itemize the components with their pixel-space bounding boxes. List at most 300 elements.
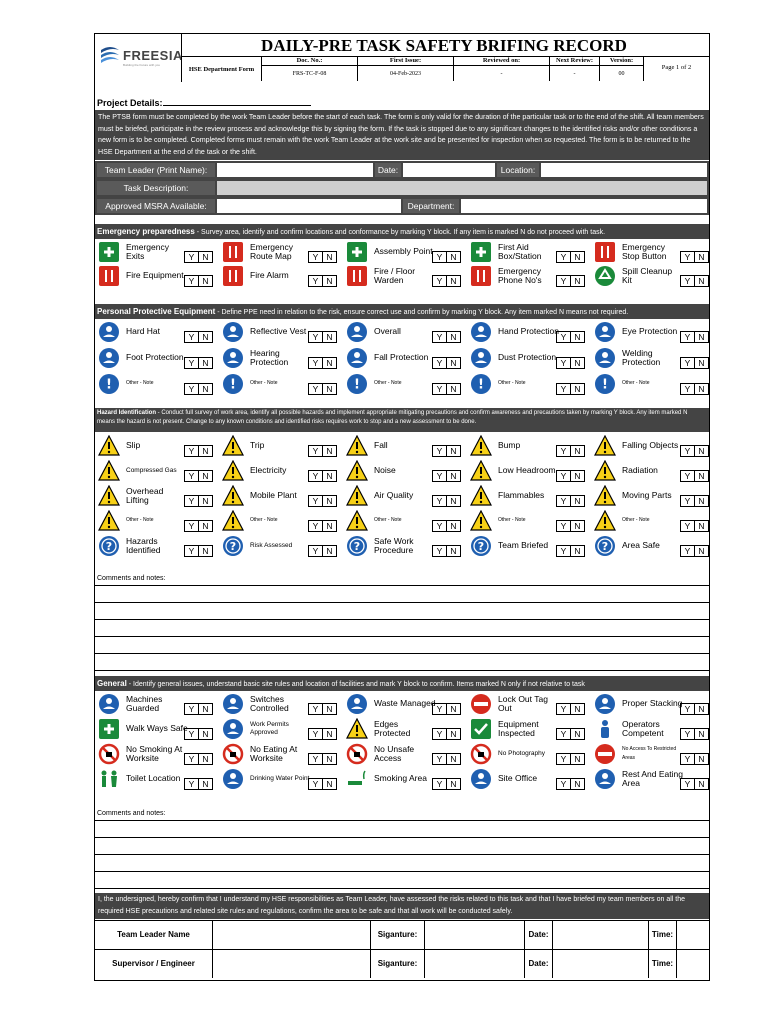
checklist-item-label: Mobile Plant (250, 490, 297, 501)
yes-box[interactable]: Y (184, 275, 199, 287)
emergency-checklist-item (220, 264, 344, 288)
yes-box[interactable]: Y (680, 331, 695, 343)
supervisor-name-input[interactable] (213, 950, 371, 978)
yes-no-boxes (308, 728, 337, 740)
warn-sign-icon (346, 510, 368, 532)
red-sign-icon (222, 241, 244, 263)
no-box[interactable]: N (322, 275, 337, 287)
yes-no-boxes (680, 520, 709, 532)
yes-no-boxes (680, 275, 709, 287)
svg-text:?: ? (477, 540, 485, 553)
yes-box[interactable]: Y (308, 520, 323, 532)
no-box[interactable]: N (446, 251, 461, 263)
yes-box[interactable]: Y (184, 495, 199, 507)
no-box[interactable]: N (694, 331, 709, 343)
blue-sign-icon (594, 693, 616, 715)
no-box[interactable]: N (694, 445, 709, 457)
yes-box[interactable]: Y (680, 357, 695, 369)
yes-box[interactable]: Y (432, 495, 447, 507)
msra-input[interactable] (217, 199, 401, 213)
checklist-item-label: Fire / Floor Warden (374, 265, 416, 285)
yes-box[interactable]: Y (184, 703, 199, 715)
checklist-item-label: Walk Ways Safe (126, 723, 188, 734)
no-box[interactable]: N (322, 545, 337, 557)
no-box[interactable]: N (198, 331, 213, 343)
hazard-checklist-item (592, 534, 716, 558)
no-box[interactable]: N (570, 728, 585, 740)
yes-box[interactable]: Y (556, 331, 571, 343)
yes-box[interactable]: Y (432, 331, 447, 343)
yes-no-boxes (308, 251, 337, 263)
team-leader-input[interactable] (217, 163, 373, 177)
no-box[interactable]: N (694, 545, 709, 557)
yes-box[interactable]: Y (184, 778, 199, 790)
yes-box[interactable]: Y (184, 728, 199, 740)
no-box[interactable]: N (570, 703, 585, 715)
warn-sign-icon (222, 485, 244, 507)
general-checklist-item (96, 742, 220, 766)
warn-sign-icon (346, 718, 368, 740)
blue-sign-icon (594, 347, 616, 369)
time-input[interactable] (677, 921, 709, 949)
hazard-checklist-item (96, 484, 220, 508)
no-box[interactable]: N (322, 383, 337, 395)
no-box[interactable]: N (694, 520, 709, 532)
noentry-sign-icon (470, 693, 492, 715)
yes-box[interactable]: Y (556, 445, 571, 457)
no-box[interactable]: N (694, 778, 709, 790)
no-box[interactable]: N (198, 545, 213, 557)
project-details (97, 97, 311, 108)
no-box[interactable]: N (198, 445, 213, 457)
yes-box[interactable]: Y (680, 545, 695, 557)
ppe-checklist-item (96, 320, 220, 344)
doc-no-value: FRS-TC-F-08 (292, 71, 327, 77)
warn-sign-icon (346, 460, 368, 482)
yes-no-boxes (556, 703, 585, 715)
checklist-item-label: Hand Protection (498, 326, 559, 337)
yes-box[interactable]: Y (432, 520, 447, 532)
general-checklist-item (592, 692, 716, 716)
blue-sign-icon (98, 693, 120, 715)
hazard-checklist-item (468, 484, 592, 508)
team-leader-name-input[interactable] (213, 921, 371, 949)
time-input[interactable] (677, 950, 709, 978)
yes-no-boxes (184, 520, 213, 532)
warn-sign-icon (98, 485, 120, 507)
yes-box[interactable]: Y (432, 728, 447, 740)
yes-no-boxes (556, 470, 585, 482)
no-box[interactable]: N (570, 545, 585, 557)
yes-box[interactable]: Y (556, 275, 571, 287)
first-issue-value: 04-Feb-2023 (390, 71, 421, 77)
yes-no-boxes (556, 357, 585, 369)
form-title: DAILY-PRE TASK SAFETY BRIFING RECORD (261, 36, 627, 55)
general-checklist-item (592, 717, 716, 741)
yes-box[interactable]: Y (680, 470, 695, 482)
logo-subtitle: Building the Future with you (123, 63, 161, 67)
comment-line[interactable] (95, 820, 709, 821)
no-box[interactable]: N (694, 383, 709, 395)
yes-box[interactable]: Y (680, 753, 695, 765)
svg-text:!: ! (478, 377, 484, 393)
comment-line[interactable] (95, 585, 709, 586)
checklist-item-label: Fire Alarm (250, 270, 289, 281)
yes-no-boxes (556, 495, 585, 507)
comment-line[interactable] (95, 854, 709, 855)
no-box[interactable]: N (198, 728, 213, 740)
green-sign-icon (98, 718, 120, 740)
yes-box[interactable]: Y (556, 383, 571, 395)
project-details-field[interactable] (163, 97, 311, 106)
question-sign-icon (470, 535, 492, 557)
yes-box[interactable]: Y (680, 383, 695, 395)
no-box[interactable]: N (446, 445, 461, 457)
yes-box[interactable]: Y (556, 728, 571, 740)
warn-sign-icon (594, 435, 616, 457)
warn-sign-icon (98, 460, 120, 482)
warn-sign-icon (222, 510, 244, 532)
checklist-item-label: Overall (374, 326, 401, 337)
comment-line[interactable] (95, 602, 709, 603)
version-cell (599, 56, 643, 81)
doc-no-label: Doc. No.: (262, 57, 357, 66)
no-box[interactable]: N (570, 445, 585, 457)
no-box[interactable]: N (446, 520, 461, 532)
checklist-item-label: Hard Hat (126, 326, 161, 337)
instructions-text: The PTSB form must be completed by the work Team Leader before the start of each task. The form is only valid for the duration of the particular task or to the end of the shift. All team members must be briefed, participate in the review process and acknowledge this by signing the form. If the task is stopped due to any significant changes to the identified risks and/or other conditions a new form is to be completed. Completed forms must remain with the work Team Leader at the work site and be presented for inspection when so requested. The form is to be returned to the HSE Department at the end of the task or the shift. (95, 110, 709, 160)
yes-no-boxes (556, 251, 585, 263)
yes-no-boxes (184, 495, 213, 507)
no-box[interactable]: N (570, 495, 585, 507)
question-sign-icon (346, 535, 368, 557)
no-box[interactable]: N (570, 520, 585, 532)
yes-box[interactable]: Y (556, 495, 571, 507)
yes-box[interactable]: Y (308, 728, 323, 740)
general-checklist-item (220, 767, 344, 791)
no-box[interactable]: N (198, 703, 213, 715)
comment-line[interactable] (95, 670, 709, 671)
no-box[interactable]: N (446, 728, 461, 740)
blue-sign-icon (222, 347, 244, 369)
yes-no-boxes (308, 331, 337, 343)
green-sign-icon (470, 241, 492, 263)
no-box[interactable]: N (322, 251, 337, 263)
warn-sign-icon (98, 510, 120, 532)
checklist-item-label: Rest And Eating Area (622, 768, 683, 788)
prohibit-sign-icon (470, 743, 492, 765)
checklist-item-label: Welding Protection (622, 347, 661, 367)
no-box[interactable]: N (446, 753, 461, 765)
date-label: Date: (525, 921, 553, 949)
yes-no-boxes (432, 703, 461, 715)
no-box[interactable]: N (322, 703, 337, 715)
no-box[interactable]: N (322, 753, 337, 765)
yes-box[interactable]: Y (432, 251, 447, 263)
yes-box[interactable]: Y (432, 383, 447, 395)
no-box[interactable]: N (694, 728, 709, 740)
hazard-checklist-item (220, 484, 344, 508)
yes-box[interactable]: Y (308, 251, 323, 263)
hazard-checklist-item (592, 484, 716, 508)
signature-label: Siganture: (371, 921, 425, 949)
yes-box[interactable]: Y (556, 251, 571, 263)
info-sign-icon (594, 373, 616, 395)
general-section-header (95, 676, 709, 691)
yes-box[interactable]: Y (556, 470, 571, 482)
checklist-item-label: Foot Protection (126, 352, 184, 363)
yes-box[interactable]: Y (184, 331, 199, 343)
yes-box[interactable]: Y (556, 520, 571, 532)
date-input[interactable] (403, 163, 495, 177)
comment-line[interactable] (95, 871, 709, 872)
yes-no-boxes (680, 703, 709, 715)
signature-input[interactable] (425, 921, 525, 949)
hazard-checklist-item (220, 434, 344, 458)
checklist-item-label: Dust Protection (498, 352, 557, 363)
no-box[interactable]: N (322, 470, 337, 482)
yes-box[interactable]: Y (308, 383, 323, 395)
hazard-checklist-item (96, 434, 220, 458)
yes-box[interactable]: Y (556, 545, 571, 557)
yes-box[interactable]: Y (680, 520, 695, 532)
info-sign-icon (222, 373, 244, 395)
date-label: Date: (525, 950, 553, 978)
no-box[interactable]: N (322, 495, 337, 507)
general-comments-label: Comments and notes: (97, 810, 166, 817)
no-box[interactable]: N (446, 778, 461, 790)
yes-box[interactable]: Y (184, 545, 199, 557)
yes-box[interactable]: Y (184, 383, 199, 395)
general-checklist-item (220, 692, 344, 716)
yes-box[interactable]: Y (556, 357, 571, 369)
checklist-item-label: No Access To Restricted Areas (622, 745, 677, 761)
blue-sign-icon (222, 693, 244, 715)
yes-box[interactable]: Y (680, 445, 695, 457)
yes-box[interactable]: Y (308, 275, 323, 287)
no-box[interactable]: N (198, 383, 213, 395)
yes-no-boxes (680, 445, 709, 457)
no-box[interactable]: N (570, 357, 585, 369)
no-box[interactable]: N (322, 331, 337, 343)
blue-sign-icon (98, 321, 120, 343)
yes-no-boxes (680, 495, 709, 507)
no-box[interactable]: N (694, 357, 709, 369)
checklist-item-label: Emergency Stop Button (622, 241, 667, 261)
checklist-item-label: Other - Note (250, 517, 278, 524)
yes-no-boxes (432, 728, 461, 740)
yes-box[interactable]: Y (432, 545, 447, 557)
checklist-item-label: Flammables (498, 490, 545, 501)
yes-box[interactable]: Y (184, 520, 199, 532)
no-box[interactable]: N (322, 357, 337, 369)
yes-box[interactable]: Y (184, 251, 199, 263)
department-input[interactable] (461, 199, 707, 213)
yes-box[interactable]: Y (184, 753, 199, 765)
checklist-item-label: Switches Controlled (250, 693, 289, 713)
no-box[interactable]: N (694, 703, 709, 715)
no-box[interactable]: N (570, 251, 585, 263)
no-box[interactable]: N (570, 753, 585, 765)
signature-label: Siganture: (371, 950, 425, 978)
no-box[interactable]: N (446, 545, 461, 557)
yes-no-boxes (556, 728, 585, 740)
no-box[interactable]: N (446, 383, 461, 395)
yes-box[interactable]: Y (308, 778, 323, 790)
emergency-checklist-item (344, 240, 468, 264)
no-box[interactable]: N (570, 383, 585, 395)
checklist-item-label: Operators Competent (622, 718, 664, 738)
yes-no-boxes (308, 275, 337, 287)
no-box[interactable]: N (322, 445, 337, 457)
yes-box[interactable]: Y (308, 445, 323, 457)
no-box[interactable]: N (570, 331, 585, 343)
ppe-checklist-item (96, 372, 220, 396)
no-box[interactable]: N (570, 275, 585, 287)
yes-no-boxes (556, 275, 585, 287)
yes-box[interactable]: Y (680, 778, 695, 790)
checklist-item-label: Smoking Area (374, 773, 427, 784)
general-checklist-item (468, 742, 592, 766)
checklist-item-label: Site Office (498, 773, 538, 784)
yes-box[interactable]: Y (308, 470, 323, 482)
yes-box[interactable]: Y (308, 545, 323, 557)
toilet-sign-icon (98, 768, 120, 790)
no-box[interactable]: N (198, 495, 213, 507)
checklist-item-label: No Unsafe Access (374, 743, 415, 763)
blue-sign-icon (98, 347, 120, 369)
yes-box[interactable]: Y (556, 753, 571, 765)
yes-no-boxes (680, 728, 709, 740)
no-box[interactable]: N (446, 703, 461, 715)
signature-input[interactable] (425, 950, 525, 978)
ppe-section-header (95, 304, 709, 319)
prohibit-sign-icon (98, 743, 120, 765)
no-box[interactable]: N (446, 275, 461, 287)
no-box[interactable]: N (446, 331, 461, 343)
checklist-item-label: Other - Note (498, 380, 526, 387)
no-box[interactable]: N (446, 470, 461, 482)
date-input[interactable] (553, 950, 649, 978)
yes-no-boxes (556, 778, 585, 790)
comment-line[interactable] (95, 619, 709, 620)
checklist-item-label: Moving Parts (622, 490, 672, 501)
no-box[interactable]: N (198, 470, 213, 482)
yes-box[interactable]: Y (184, 470, 199, 482)
checklist-item-label: Team Briefed (498, 540, 549, 551)
team-leader-row (95, 161, 709, 179)
no-box[interactable]: N (446, 357, 461, 369)
yes-box[interactable]: Y (432, 445, 447, 457)
info-sign-icon (98, 373, 120, 395)
yes-box[interactable]: Y (432, 357, 447, 369)
yes-box[interactable]: Y (184, 357, 199, 369)
yes-box[interactable]: Y (308, 331, 323, 343)
yes-box[interactable]: Y (308, 703, 323, 715)
no-box[interactable]: N (694, 470, 709, 482)
no-box[interactable]: N (694, 275, 709, 287)
no-box[interactable]: N (198, 753, 213, 765)
yes-box[interactable]: Y (308, 495, 323, 507)
svg-text:?: ? (229, 540, 237, 553)
yes-no-boxes (556, 445, 585, 457)
yes-box[interactable]: Y (432, 753, 447, 765)
yes-box[interactable]: Y (680, 703, 695, 715)
comment-line[interactable] (95, 636, 709, 637)
yes-no-boxes (432, 445, 461, 457)
yes-box[interactable]: Y (184, 445, 199, 457)
no-box[interactable]: N (198, 275, 213, 287)
yes-box[interactable]: Y (680, 495, 695, 507)
blue-sign-icon (594, 321, 616, 343)
yes-box[interactable]: Y (308, 357, 323, 369)
checklist-item-label: Hearing Protection (250, 347, 289, 367)
checklist-item-label: Low Headroom (498, 465, 556, 476)
yes-no-boxes (432, 753, 461, 765)
no-box[interactable]: N (198, 251, 213, 263)
yes-no-boxes (308, 545, 337, 557)
emergency-checklist-item (468, 264, 592, 288)
general-checklist-item (468, 717, 592, 741)
no-box[interactable]: N (694, 753, 709, 765)
msra-row (95, 197, 709, 215)
general-checklist-item (344, 742, 468, 766)
yes-box[interactable]: Y (556, 778, 571, 790)
no-box[interactable]: N (322, 520, 337, 532)
logo-text: FREESIA (123, 48, 183, 63)
hazard-checklist-item (592, 509, 716, 533)
yes-box[interactable]: Y (432, 703, 447, 715)
yes-box[interactable]: Y (432, 778, 447, 790)
hazard-checklist-item (96, 459, 220, 483)
svg-text:?: ? (601, 540, 609, 553)
yes-box[interactable]: Y (308, 753, 323, 765)
comment-line[interactable] (95, 653, 709, 654)
no-box[interactable]: N (198, 778, 213, 790)
no-box[interactable]: N (198, 357, 213, 369)
yes-box[interactable]: Y (680, 728, 695, 740)
comment-line[interactable] (95, 837, 709, 838)
no-box[interactable]: N (570, 778, 585, 790)
yes-box[interactable]: Y (432, 470, 447, 482)
yes-box[interactable]: Y (432, 275, 447, 287)
general-checklist-item (96, 717, 220, 741)
date-input[interactable] (553, 921, 649, 949)
yes-box[interactable]: Y (680, 251, 695, 263)
no-box[interactable]: N (694, 251, 709, 263)
supervisor-signature-row (95, 949, 709, 979)
warn-sign-icon (470, 435, 492, 457)
blue-sign-icon (222, 321, 244, 343)
no-box[interactable]: N (694, 495, 709, 507)
no-box[interactable]: N (198, 520, 213, 532)
emergency-title: Emergency preparedness (97, 227, 195, 236)
checklist-item-label: Air Quality (374, 490, 414, 501)
reviewed-cell (453, 56, 549, 81)
yes-box[interactable]: Y (680, 275, 695, 287)
no-box[interactable]: N (322, 728, 337, 740)
task-description-input[interactable] (217, 181, 707, 195)
checklist-item-label: Other - Note (374, 380, 402, 387)
no-box[interactable]: N (446, 495, 461, 507)
no-box[interactable]: N (322, 778, 337, 790)
comment-line[interactable] (95, 888, 709, 889)
checklist-item-label: Reflective Vest (250, 326, 307, 337)
no-box[interactable]: N (570, 470, 585, 482)
location-input[interactable] (541, 163, 707, 177)
warn-sign-icon (470, 485, 492, 507)
yes-box[interactable]: Y (556, 703, 571, 715)
